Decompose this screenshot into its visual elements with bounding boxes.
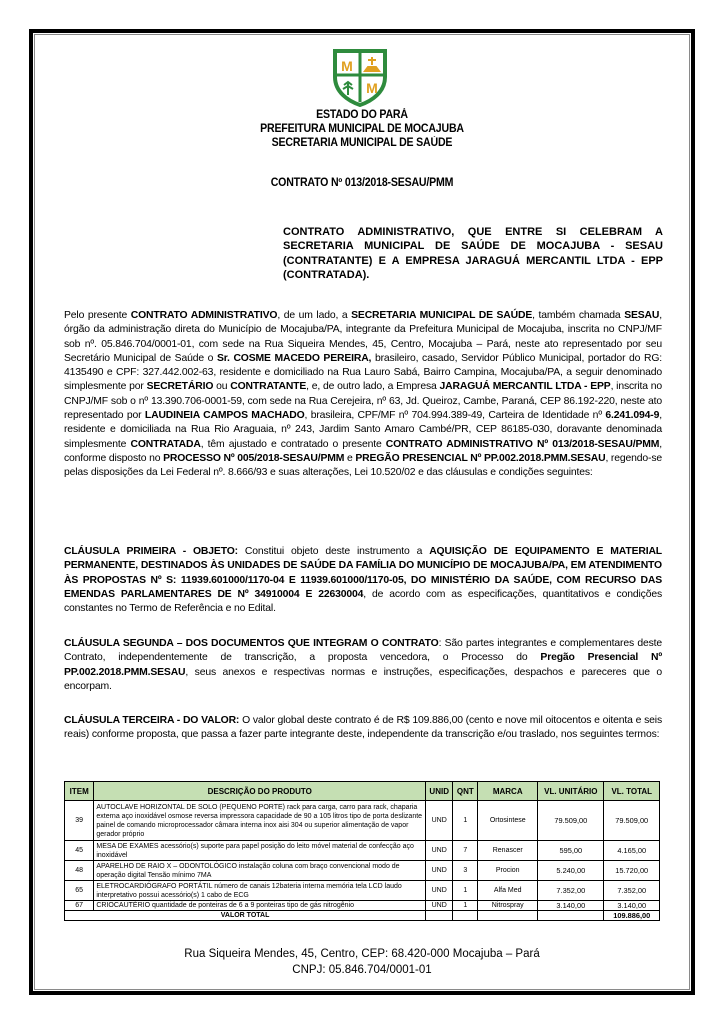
bold-text-run: CONTRATO ADMINISTRATIVO xyxy=(130,310,278,321)
text-run: brasileiro, casado, Servidor Público Municipal, portador do RG: 4135490 e CPF: 327.442.002-63, residente e domiciliado na Rua Lauro Sabá, Bairro Campina, Mocajuba/PA, a seguir denominado simplesmente por xyxy=(64,352,662,393)
clause-third-value xyxy=(64,714,662,743)
text-run: e xyxy=(344,452,356,464)
item-quantity: 1 xyxy=(453,801,478,841)
text-run: , órgão da administração direta do Município de Mocajuba/PA, integrante da Prefeitura Municipal de Mocajuba, inscrita no CNPJ/MF sob nº. 05.846.704/0001-01, com sede na Rua Siqueira Mendes, 45, Centro, Mocajuba – Pará, neste ato representado por seu Secretário Municipal de Saúde o xyxy=(64,310,662,364)
municipal-coat-of-arms-logo xyxy=(330,47,390,107)
total-label: VALOR TOTAL xyxy=(65,911,426,921)
item-quantity: 7 xyxy=(453,841,478,861)
text-run: , e, de outro lado, a Empresa xyxy=(306,381,440,393)
bold-text-run: CLÁUSULA SEGUNDA – DOS DOCUMENTOS QUE INTEGRAM O CONTRATO xyxy=(64,638,439,649)
item-total-price: 15.720,00 xyxy=(604,861,660,881)
item-quantity: 1 xyxy=(453,881,478,901)
item-brand: Alfa Med xyxy=(478,881,538,901)
table-header-row xyxy=(65,782,660,801)
logo-letter: M xyxy=(341,58,353,74)
text-run: , de um lado, a xyxy=(277,310,352,321)
bold-text-run: CONTRATO ADMINISTRATIVO Nº 013/2018-SESAU/PMM xyxy=(385,438,660,450)
footer-address: Rua Siqueira Mendes, 45, Centro, CEP: 68.420-000 Mocajuba – Pará xyxy=(184,948,540,960)
table-row xyxy=(65,861,660,881)
contract-summary: CONTRATO ADMINISTRATIVO, QUE ENTRE SI CELEBRAM A SECRETARIA MUNICIPAL DE SAÚDE DE MOCAJUBA - SESAU (CONTRATANTE) E A EMPRESA JARAGUÁ MERCANTIL LTDA - EPP (CONTRATADA). xyxy=(283,226,663,281)
bold-text-run: 6.241.094-9 xyxy=(605,410,660,422)
item-number: 48 xyxy=(65,861,94,881)
bold-text-run: SECRETÁRIO xyxy=(146,381,214,393)
bold-text-run: CONTRATADA xyxy=(130,438,201,450)
text-run: , inscrita no CNPJ/MF sob o nº 13.390.706-0001-59, com sede na Rua Cerejeira, nº 63, Jd. Queiroz, Cambe, Paraná, CEP 86.192-220, neste ato representado por xyxy=(64,381,663,422)
text-run: : São partes integrantes e complementares deste Contrato, independentemente de transcrição, a proposta vencedora, o Processo do xyxy=(64,638,662,664)
text-run: , têm ajustado e contratado o presente xyxy=(200,438,386,450)
bold-text-run: PREGÃO PRESENCIAL Nº PP.002.2018.PMM.SESAU xyxy=(355,452,606,464)
table-total-row xyxy=(65,911,660,921)
item-unit-price: 7.352,00 xyxy=(538,881,604,901)
header-prefecture: PREFEITURA MUNICIPAL DE MOCAJUBA xyxy=(260,123,464,135)
item-number: 39 xyxy=(65,801,94,841)
logo-letter: M xyxy=(366,80,378,96)
bold-text-run: CLÁUSULA TERCEIRA - DO VALOR: xyxy=(64,715,240,726)
total-value: 109.886,00 xyxy=(604,911,660,921)
item-unit-price: 595,00 xyxy=(538,841,604,861)
bold-text-run: Sr. COSME MACEDO PEREIRA, xyxy=(216,352,372,364)
item-unit: UND xyxy=(426,881,453,901)
item-total-price: 79.509,00 xyxy=(604,801,660,841)
clause-first-object xyxy=(64,545,662,616)
item-description: MESA DE EXAMES acessório(s) suporte para papel posição do leito móvel material de confecção aço inoxidável xyxy=(94,841,426,861)
header-secretariat: SECRETARIA MUNICIPAL DE SAÚDE xyxy=(271,137,453,149)
column-header-unit: UNID xyxy=(426,782,453,801)
item-brand: Renascer xyxy=(478,841,538,861)
bold-text-run: PROCESSO Nº 005/2018-SESAU/PMM xyxy=(163,452,345,464)
item-description: CRIOCAUTÉRIO quantidade de ponteiras de 6 a 9 ponteiras tipo de gás nitrogênio xyxy=(94,901,426,911)
item-quantity: 1 xyxy=(453,901,478,911)
preamble-paragraph xyxy=(64,309,662,481)
bold-text-run: CLÁUSULA PRIMEIRA - OBJETO: xyxy=(64,546,238,557)
text-run: , também chamada xyxy=(532,310,625,321)
text-run: , residente e domiciliada na Rua Rio Araguaia, nº 243, Jardim Santo Amaro Cambé/PR, CEP 86185-030, doravante denominada simplesmente xyxy=(64,410,662,450)
text-run: ou xyxy=(213,381,231,393)
footer-cnpj: CNPJ: 05.846.704/0001-01 xyxy=(292,964,432,976)
bold-text-run: AQUISIÇÃO DE EQUIPAMENTO E MATERIAL PERMANENTE, DESTINADOS ÀS UNIDADES DE SAÚDE DA FAMÍLIA DO MUNICÍPIO DE MOCAJUBA/PA, EM ATENDIMENTO ÀS PROPOSTAS Nº S: 11939.601000/1170-04 E 11939.601000/1170-05, DO MINISTÉRIO DA SAÚDE, COM RECURSO DAS EMENDAS PARLAMENTARES DE Nº 34910004 E 22630004 xyxy=(64,546,662,600)
item-unit-price: 3.140,00 xyxy=(538,901,604,911)
table-row xyxy=(65,881,660,901)
item-brand: Procion xyxy=(478,861,538,881)
item-description: ELETROCARDIÓGRAFO PORTÁTIL número de canais 12bateria interna memória tela LCD laudo interpretativo possui acessório(s) 1 cabo de ECG xyxy=(94,881,426,901)
item-brand: Ortosintese xyxy=(478,801,538,841)
item-description: AUTOCLAVE HORIZONTAL DE SOLO (PEQUENO PORTE) rack para carga, carro para rack, chaparia externa aço inoxidável osmose reversa impressora capacidade de 90 a 105 litros tipo de porta deslizante painel de comando microprocessador câmara interna inox aisi 304 ou superior alimentação de vapor gerador próprio xyxy=(94,801,426,841)
text-run: O valor global deste contrato é de R$ 109.886,00 (cento e nove mil oitocentos e oitenta e seis reais) conforme proposta, que passa a fazer parte integrante deste, independente da transcrição e/ou traslado, nos seguintes termos: xyxy=(64,715,663,741)
bold-text-run: LAUDINEIA CAMPOS MACHADO xyxy=(144,410,305,422)
column-header-unit-price: VL. UNITÁRIO xyxy=(538,782,604,801)
text-run: Pelo presente xyxy=(64,310,131,321)
text-run: , conforme disposto no xyxy=(64,438,662,464)
item-unit: UND xyxy=(426,861,453,881)
bold-text-run: JARAGUÁ MERCANTIL LTDA - EPP xyxy=(439,381,611,393)
column-header-total-price: VL. TOTAL xyxy=(604,782,660,801)
item-unit: UND xyxy=(426,801,453,841)
item-brand: Nitrospray xyxy=(478,901,538,911)
item-description: APARELHO DE RAIO X – ODONTOLÓGICO instalação coluna com braço convencional modo de operação digital Tensão mínimo 7MA xyxy=(94,861,426,881)
item-total-price: 3.140,00 xyxy=(604,901,660,911)
item-total-price: 4.165,00 xyxy=(604,841,660,861)
item-unit: UND xyxy=(426,901,453,911)
bold-text-run: CONTRATANTE xyxy=(230,381,307,393)
bold-text-run: SESAU xyxy=(624,310,660,321)
contract-number: CONTRATO Nº 013/2018-SESAU/PMM xyxy=(270,177,454,189)
header-state: ESTADO DO PARÁ xyxy=(316,109,408,121)
text-run: , brasileira, CPF/MF nº 704.994.389-49, Carteira de Identidade nº xyxy=(304,410,606,422)
column-header-description: DESCRIÇÃO DO PRODUTO xyxy=(94,782,426,801)
table-row xyxy=(65,841,660,861)
text-run: Constitui objeto deste instrumento a xyxy=(237,546,430,557)
item-number: 65 xyxy=(65,881,94,901)
item-number: 45 xyxy=(65,841,94,861)
item-unit-price: 5.240,00 xyxy=(538,861,604,881)
item-number: 67 xyxy=(65,901,94,911)
table-row xyxy=(65,801,660,841)
item-unit: UND xyxy=(426,841,453,861)
column-header-brand: MARCA xyxy=(478,782,538,801)
item-quantity: 3 xyxy=(453,861,478,881)
item-unit-price: 79.509,00 xyxy=(538,801,604,841)
bold-text-run: SECRETARIA MUNICIPAL DE SAÚDE xyxy=(351,310,533,321)
items-table xyxy=(64,781,660,921)
item-total-price: 7.352,00 xyxy=(604,881,660,901)
column-header-item: ITEM xyxy=(65,782,94,801)
table-row xyxy=(65,901,660,911)
column-header-quantity: QNT xyxy=(453,782,478,801)
text-run: , regendo-se pelas disposições da Lei Federal nº. 8.666/93 e suas alterações, Lei 10.520/02 e das cláusulas e condições seguintes: xyxy=(64,452,662,479)
clause-second-documents xyxy=(64,637,662,694)
text-run: , seus anexos e respectivas normas e instruções, especificações, despachos e pareceres que o encorpam. xyxy=(64,666,662,692)
text-run: , de acordo com as especificações, quantitativos e condições constantes no Termo de Referência e no Edital. xyxy=(64,588,662,615)
bold-text-run: Pregão Presencial Nº PP.002.2018.PMM.SESAU xyxy=(64,652,662,678)
